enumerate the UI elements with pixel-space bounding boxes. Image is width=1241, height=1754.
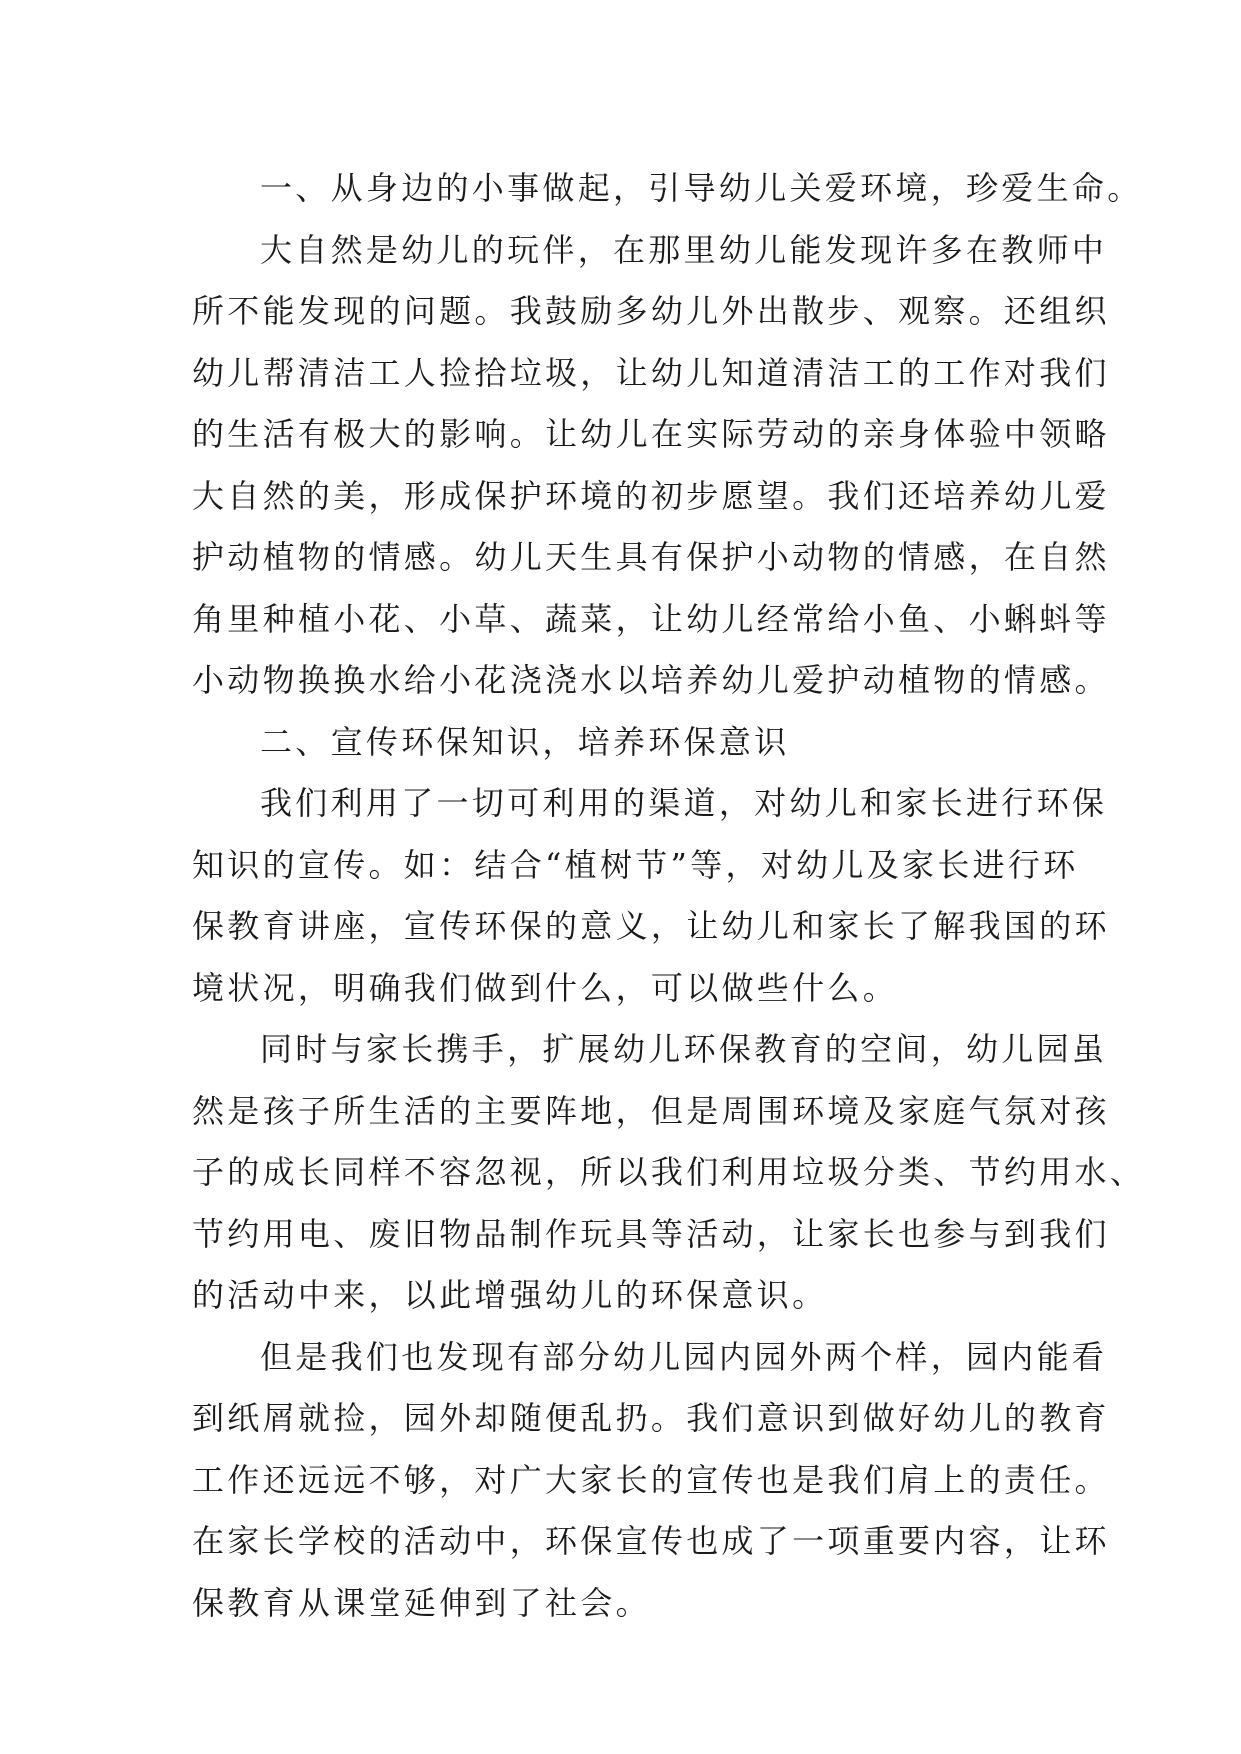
- paragraph-line: 我们利用了一切可利用的渠道，对幼儿和家长进行环保: [260, 784, 1108, 822]
- document-body: [192, 158, 1146, 1634]
- paragraph-line: 同时与家长携手，扩展幼儿环保教育的空间，幼儿园虽: [260, 1030, 1108, 1068]
- paragraph-line: 角里种植小花、小草、蔬菜，让幼儿经常给小鱼、小蝌蚪等: [192, 599, 1110, 638]
- paragraph-line: 然是孩子所生活的主要阵地，但是周围环境及家庭气氛对孩: [192, 1091, 1110, 1130]
- paragraph-line: 保教育从课堂延伸到了社会。: [192, 1583, 651, 1622]
- paragraph-line: 大自然的美，形成保护环境的初步愿望。我们还培养幼儿爱: [192, 476, 1110, 515]
- paragraph-line: 工作还远远不够，对广大家长的宣传也是我们肩上的责任。: [192, 1460, 1110, 1499]
- paragraph-line: 的活动中来，以此增强幼儿的环保意识。: [192, 1276, 828, 1314]
- section-heading-2: 二、宣传环保知识，培养环保意识: [260, 722, 790, 761]
- paragraph-line: 在家长学校的活动中，环保宣传也成了一项重要内容，让环: [192, 1522, 1110, 1560]
- paragraph-line: 幼儿帮清洁工人捡拾垃圾，让幼儿知道清洁工的工作对我们: [192, 353, 1110, 392]
- paragraph-line: 节约用电、废旧物品制作玩具等活动，让家长也参与到我们: [192, 1214, 1110, 1253]
- paragraph-line: 保教育讲座，宣传环保的意义，让幼儿和家长了解我国的环: [192, 907, 1110, 945]
- paragraph-line: 所不能发现的问题。我鼓励多幼儿外出散步、观察。还组织: [192, 292, 1110, 330]
- paragraph-line: 护动植物的情感。幼儿天生具有保护小动物的情感，在自然: [192, 538, 1110, 576]
- paragraph-line: 但是我们也发现有部分幼儿园内园外两个样，园内能看: [260, 1337, 1108, 1376]
- paragraph-line: 大自然是幼儿的玩伴，在那里幼儿能发现许多在教师中: [260, 230, 1108, 269]
- paragraph-line: 知识的宣传。如：结合“植树节”等，对幼儿及家长进行环: [192, 845, 1079, 884]
- paragraph-line: 小动物换换水给小花浇浇水以培养幼儿爱护动植物的情感。: [192, 661, 1110, 699]
- paragraph-line: 的生活有极大的影响。让幼儿在实际劳动的亲身体验中领略: [192, 415, 1110, 453]
- paragraph-line: 子的成长同样不容忽视，所以我们利用垃圾分类、节约用水、: [192, 1153, 1146, 1191]
- section-heading-1: 一、从身边的小事做起，引导幼儿关爱环境，珍爱生命。: [260, 169, 1143, 207]
- paragraph-line: 境状况，明确我们做到什么，可以做些什么。: [192, 968, 899, 1007]
- paragraph-line: 到纸屑就捡，园外却随便乱扔。我们意识到做好幼儿的教育: [192, 1399, 1110, 1437]
